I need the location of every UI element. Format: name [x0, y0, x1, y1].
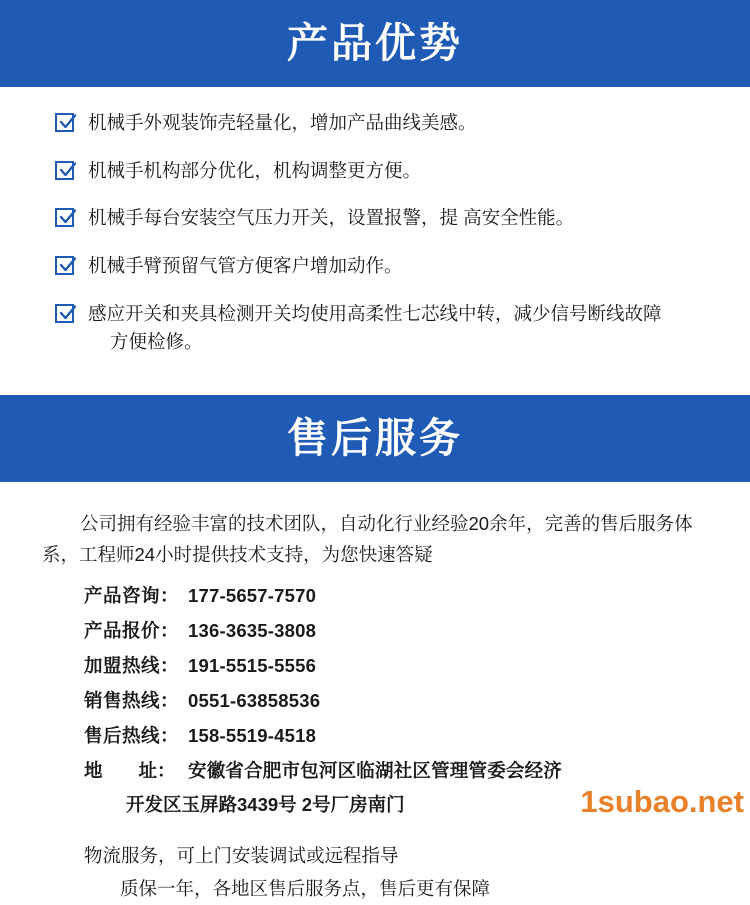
checkmark-icon — [55, 113, 74, 132]
checkmark-icon — [55, 256, 74, 275]
checkmark-icon — [55, 161, 74, 180]
list-item — [55, 109, 710, 138]
advantages-banner-title: 产品优势 — [287, 20, 463, 66]
contact-row-after-sales — [84, 722, 710, 748]
advantage-text: 机械手每台安装空气压力开关，设置报警，提 高安全性能。 — [88, 207, 575, 229]
contact-value: 191-5515-5556 — [188, 655, 317, 677]
advantage-text: 机械手机构部分优化，机构调整更方便。 — [88, 159, 422, 181]
service-note-logistics: 物流服务，可上门安装调试或远程指导 — [84, 845, 399, 867]
contact-value: 158-5519-4518 — [188, 725, 317, 747]
contact-row-product-inquiry — [84, 582, 710, 608]
service-notes — [42, 826, 710, 905]
address-line-2: 开发区玉屏路3439号 2号厂房南门 — [126, 794, 405, 816]
contact-list — [42, 582, 710, 817]
contact-row-quote — [84, 617, 710, 643]
contact-label: 售后热线： — [84, 725, 180, 747]
after-sales-banner-title: 售后服务 — [287, 415, 463, 462]
contact-row-sales — [84, 687, 710, 713]
contact-label: 加盟热线： — [84, 655, 180, 677]
contact-row-address — [84, 757, 710, 783]
checkmark-icon — [55, 304, 74, 323]
list-item — [55, 157, 710, 186]
advantage-text-line1: 感应开关和夹具检测开关均使用高柔性七芯线中转，减少信号断线故障 — [88, 302, 662, 324]
after-sales-content — [0, 482, 750, 905]
contact-label: 销售热线： — [84, 690, 180, 712]
after-sales-banner — [0, 395, 750, 482]
contact-label: 产品咨询： — [84, 585, 180, 607]
contact-value: 177-5657-7570 — [188, 585, 317, 607]
address-label-suffix: 址： — [138, 760, 176, 782]
section-divider — [0, 376, 750, 395]
address-label — [84, 757, 188, 783]
contact-label: 产品报价： — [84, 620, 180, 642]
list-item — [55, 300, 710, 357]
service-note-warranty: 质保一年，各地区售后服务点，售后更有保障 — [120, 877, 491, 899]
advantages-list — [0, 87, 750, 357]
contact-row-franchise — [84, 652, 710, 678]
advantage-text: 机械手外观装饰壳轻量化，增加产品曲线美感。 — [88, 112, 477, 133]
service-intro-text: 公司拥有经验丰富的技术团队，自动化行业经验20余年，完善的售后服务体系，工程师24小时提供技术支持，为您快速答疑 — [42, 513, 693, 566]
contact-value: 0551-63858536 — [188, 690, 321, 712]
list-item — [55, 204, 710, 233]
address-label-prefix: 地 — [84, 760, 103, 782]
checkmark-icon — [55, 208, 74, 227]
advantages-banner — [0, 0, 750, 87]
list-item — [55, 252, 710, 281]
watermark-logo: 1subao.net — [580, 784, 744, 819]
address-line-1: 安徽省合肥市包河区临湖社区管理管委会经济 — [188, 760, 563, 782]
advantage-text-line2: 方便检修。 — [110, 331, 203, 353]
contact-value: 136-3635-3808 — [188, 620, 317, 642]
advantage-text — [88, 300, 662, 357]
advantage-text: 机械手臂预留气管方便客户增加动作。 — [88, 255, 403, 277]
